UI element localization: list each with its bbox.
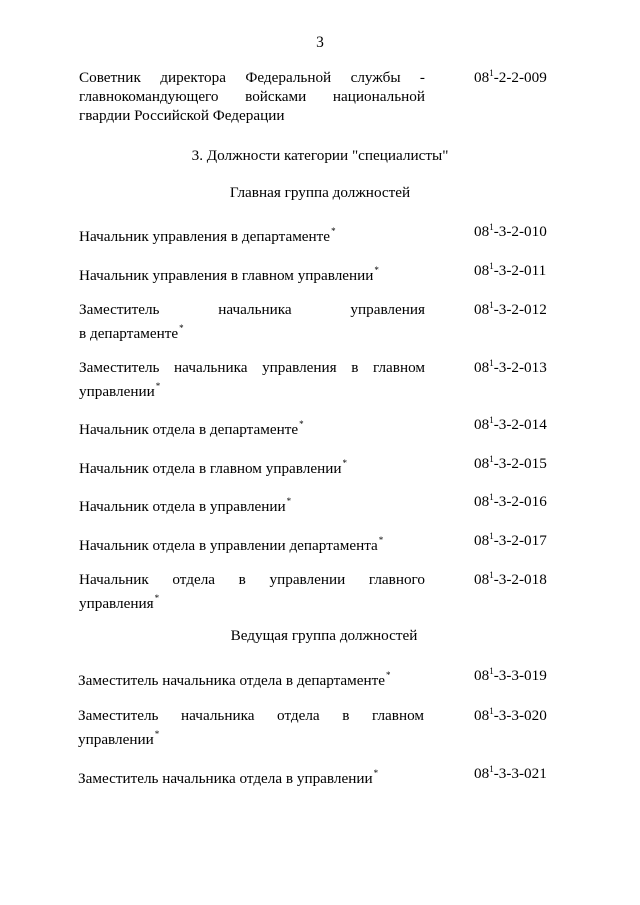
entry-code: $08^1-3-2-011$ [474,261,547,279]
entry-title: Начальник управления в главном управлении* [79,265,379,284]
entry-title: Начальник отдела в управлении* [79,496,292,515]
list-item [79,261,425,285]
entry-title: Начальник отдела в управлении главного управления* [79,571,425,612]
list-item [79,454,425,478]
section-heading: 3. Должности категории "специалисты" [191,147,449,164]
list-item [79,531,425,555]
entry-code: $08^1-3-2-018$ [474,570,547,588]
entry-code: $08^1-3-2-012$ [474,300,547,318]
entry-title: Заместитель начальника отдела в департаменте* [78,670,391,689]
entry-code: $08^1-3-2-016$ [474,492,547,510]
entry-code: $08^1-3-2-010$ [474,222,547,240]
group-heading-leading: Ведущая группа должностей [230,627,418,644]
entry-code: $08^1-3-2-015$ [474,454,547,472]
entry-code: $08^1-3-2-014$ [474,415,547,433]
list-item [79,358,425,401]
page-number: 3 [316,34,324,51]
list-item [79,222,425,246]
entry-title: Советник директора Федеральной службы - главнокомандующего войсками национальной гвардии Российской Федерации [79,69,425,124]
entry-code: $08^1-3-3-021$ [474,764,547,782]
entry-code: $08^1-2-2-009$ [474,68,547,86]
list-item [78,706,424,749]
entry-title: Заместитель начальника управления в главном управлении* [79,359,425,400]
top-entry [79,68,425,125]
entry-title: Начальник управления в департаменте* [79,226,336,245]
list-item [79,415,425,439]
list-item [79,300,425,343]
list-item [78,764,424,788]
entry-title: Начальник отдела в управлении департамента* [79,535,384,554]
entry-code: $08^1-3-3-019$ [474,666,547,684]
list-item [79,570,425,613]
entry-code: $08^1-3-2-017$ [474,531,547,549]
entry-title: Заместитель начальника отдела в главном управлении* [78,707,424,748]
entry-title: Заместитель начальника управления в департаменте* [79,301,425,342]
group-heading-main: Главная группа должностей [229,184,411,201]
list-item [79,492,425,516]
entry-title: Начальник отдела в департаменте* [79,419,304,438]
list-item [78,666,424,690]
entry-title: Заместитель начальника отдела в управлении* [78,768,379,787]
entry-title: Начальник отдела в главном управлении* [79,458,347,477]
entry-code: $08^1-3-2-013$ [474,358,547,376]
entry-code: $08^1-3-3-020$ [474,706,547,724]
